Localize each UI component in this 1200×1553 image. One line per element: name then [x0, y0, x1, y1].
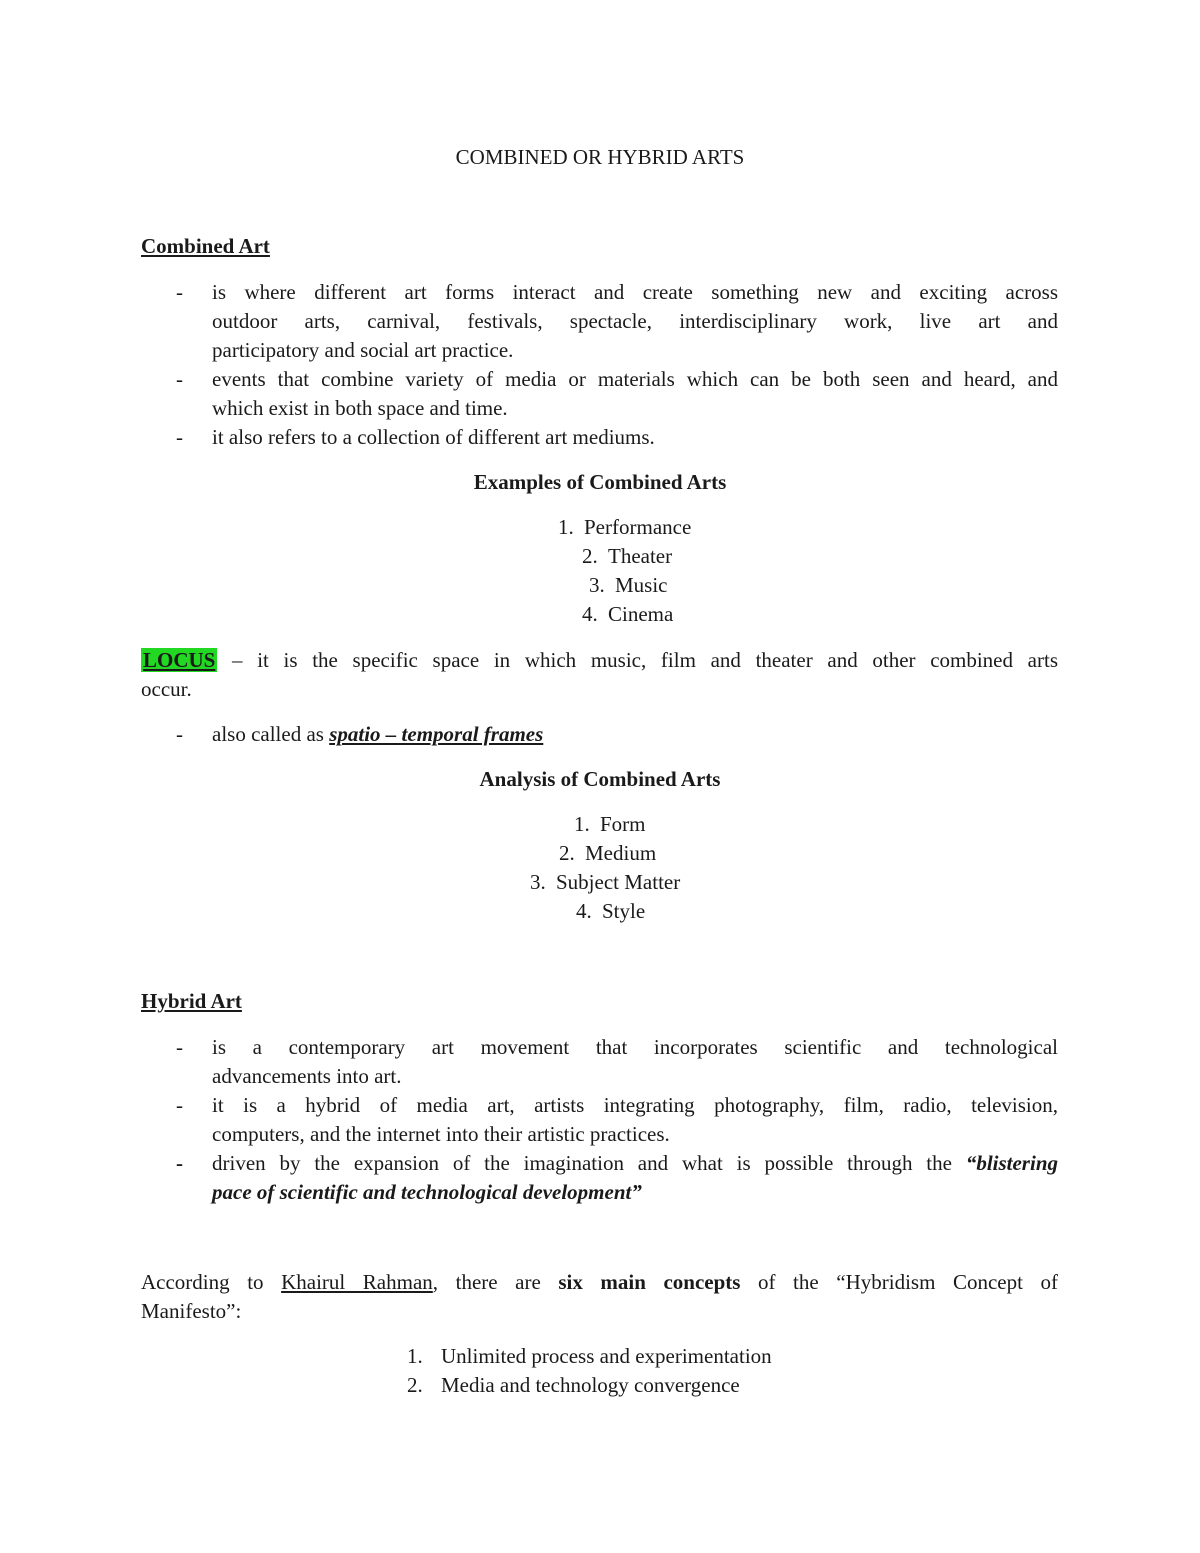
emphasis-text: six main concepts	[558, 1270, 741, 1294]
paragraph-text: According to	[141, 1270, 282, 1294]
list-text: Theater	[608, 544, 673, 568]
paragraph-text: of the “Hybridism Concept of	[740, 1270, 1059, 1294]
list-number: 2.	[582, 544, 598, 568]
manifesto-paragraph-continued: Manifesto”:	[141, 1299, 242, 1323]
list-text: Unlimited process and experimentation	[441, 1344, 772, 1368]
spatio-temporal-term: spatio – temporal frames	[329, 722, 544, 746]
list-item	[558, 517, 691, 538]
author-name: Khairul Rahman	[281, 1270, 433, 1294]
bullet-dash: -	[176, 425, 183, 449]
list-item	[212, 724, 543, 745]
text-line: participatory and social art practice.	[212, 338, 514, 362]
text-line: events that combine variety of media or materials which can be both seen and heard, and	[212, 367, 1058, 391]
locus-paragraph	[141, 650, 1058, 671]
text-line: computers, and the internet into their artistic practices.	[212, 1122, 670, 1146]
list-item	[576, 901, 645, 922]
bullet-dash: -	[176, 1093, 183, 1117]
list-text: Performance	[584, 515, 692, 539]
list-text: also called as	[212, 722, 330, 746]
section-heading-combined-art: Combined Art	[141, 234, 270, 258]
locus-term: LOCUS	[143, 648, 216, 672]
bullet-dash: -	[176, 367, 183, 391]
list-item	[574, 814, 646, 835]
list-number: 4.	[576, 899, 592, 923]
list-text: Cinema	[608, 602, 674, 626]
list-item	[530, 872, 680, 893]
list-number: 1.	[574, 812, 590, 836]
list-text: driven by the expansion of the imagination and what is possible through the	[212, 1151, 966, 1175]
list-number: 1.	[407, 1344, 423, 1368]
list-item	[582, 546, 672, 567]
list-item	[407, 1375, 740, 1396]
section-heading-hybrid-art: Hybrid Art	[141, 989, 242, 1013]
text-line: is a contemporary art movement that incorporates scientific and technological	[212, 1035, 1058, 1059]
bullet-dash: -	[176, 1035, 183, 1059]
list-number: 2.	[407, 1373, 423, 1397]
paragraph-text: , there are	[432, 1270, 559, 1294]
list-number: 3.	[589, 573, 605, 597]
list-item: it also refers to a collection of different art mediums.	[212, 425, 655, 449]
list-item	[559, 843, 656, 864]
text-line: which exist in both space and time.	[212, 396, 508, 420]
locus-definition: – it is the specific space in which music, film and theater and other combined arts	[217, 648, 1058, 672]
bullet-dash: -	[176, 1151, 183, 1175]
locus-paragraph-continued: occur.	[141, 677, 192, 701]
quote-text: “blistering	[965, 1151, 1058, 1175]
list-text: Music	[615, 573, 668, 597]
list-text: Medium	[585, 841, 657, 865]
list-text: Media and technology convergence	[441, 1373, 740, 1397]
manifesto-paragraph	[141, 1272, 1058, 1293]
bullet-dash: -	[176, 722, 183, 746]
list-number: 2.	[559, 841, 575, 865]
quote-text: pace of scientific and technological development”	[212, 1180, 642, 1204]
document-title: COMBINED OR HYBRID ARTS	[455, 145, 745, 169]
text-line	[212, 1153, 1058, 1174]
list-number: 4.	[582, 602, 598, 626]
list-number: 3.	[530, 870, 546, 894]
text-line: outdoor arts, carnival, festivals, spectacle, interdisciplinary work, live art and	[212, 309, 1058, 333]
list-item	[589, 575, 668, 596]
bullet-dash: -	[176, 280, 183, 304]
list-item	[582, 604, 673, 625]
text-line: it is a hybrid of media art, artists integrating photography, film, radio, television,	[212, 1093, 1058, 1117]
subheading-analysis: Analysis of Combined Arts	[479, 767, 721, 791]
list-number: 1.	[558, 515, 574, 539]
list-text: Style	[602, 899, 646, 923]
subheading-examples: Examples of Combined Arts	[473, 470, 727, 494]
text-line: advancements into art.	[212, 1064, 402, 1088]
list-text: Subject Matter	[556, 870, 681, 894]
list-item	[407, 1346, 772, 1367]
text-line: is where different art forms interact and create something new and exciting across	[212, 280, 1058, 304]
list-text: Form	[600, 812, 646, 836]
